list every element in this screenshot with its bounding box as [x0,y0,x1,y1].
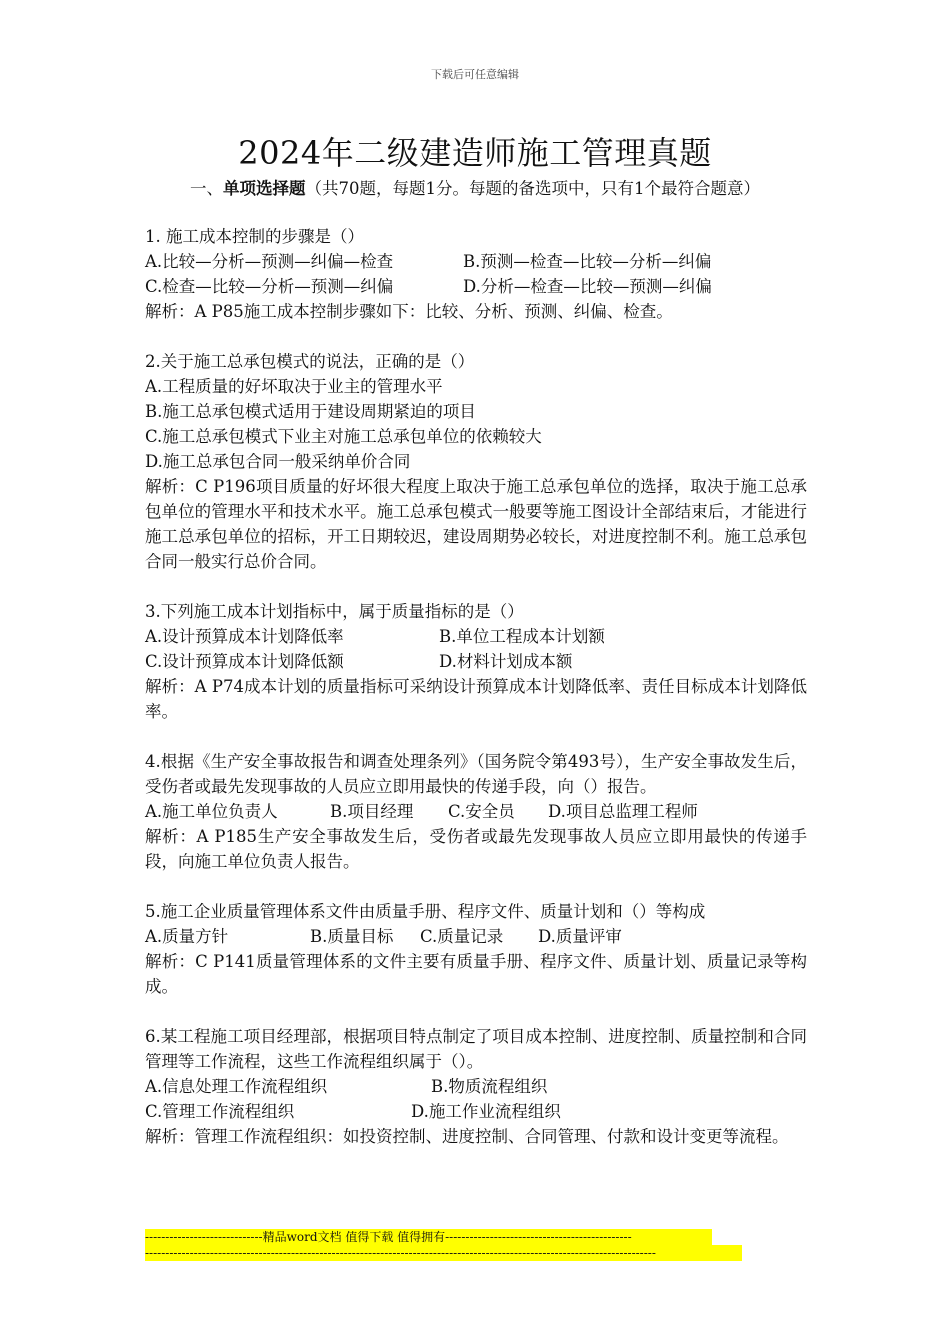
option-a: A.质量方针 [145,927,229,946]
option-a: A.设计预算成本计划降低率 [145,627,344,646]
option-row [145,924,807,949]
option-b: B.单位工程成本计划额 [439,627,605,646]
analysis-text: 解析：C P141质量管理体系的文件主要有质量手册、程序文件、质量计划、质量记录等构成。 [145,952,807,996]
question-stem: 6.某工程施工项目经理部，根据项目特点制定了项目成本控制、进度控制、质量控制和合同管理等工作流程，这些工作流程组织属于（）。 [145,1027,807,1071]
section-prefix: 一、 [190,179,223,198]
option-c: C.质量记录 [420,927,504,946]
section-heading [145,176,805,201]
option-row [145,1099,807,1124]
option-a: A.信息处理工作流程组织 [145,1077,328,1096]
footer-line-1: -----------------------------精品word文档 值得下载 值得拥有---------------------------------------------- [145,1229,712,1245]
option-d: D.项目总监理工程师 [548,802,698,821]
option-a: A.工程质量的好坏取决于业主的管理水平 [145,377,443,396]
footer-banner [145,1229,742,1261]
option-row [145,799,807,824]
analysis-text: 解析：A P185生产安全事故发生后，受伤者或最先发现事故人员应立即用最快的传递手段，向施工单位负责人报告。 [145,827,807,871]
analysis-text: 解析：管理工作流程组织：如投资控制、进度控制、合同管理、付款和设计变更等流程。 [145,1127,789,1146]
question-stem: 1. 施工成本控制的步骤是（） [145,227,364,246]
question-list [145,224,807,1149]
option-d: D.施工总承包合同一般采纳单价合同 [145,452,411,471]
analysis-text: 解析：C P196项目质量的好坏很大程度上取决于施工总承包单位的选择，取决于施工总承包单位的管理水平和技术水平。施工总承包模式一般要等施工图设计全部结束后，才能进行施工总承包单位的招标，开工日期较迟，建设周期势必较长，对进度控制不利。施工总承包合同一般实行总价合同。 [145,477,807,571]
option-c: C.安全员 [448,802,515,821]
question-1 [145,224,807,324]
option-row [145,649,807,674]
option-d: D.质量评审 [538,927,622,946]
option-row [145,274,807,299]
question-3 [145,599,807,724]
section-description: （共70题，每题1分。每题的备选项中，只有1个最符合题意） [305,179,760,198]
option-b: B.质量目标 [310,927,394,946]
option-d: D.分析—检查—比较—预测—纠偏 [463,277,712,296]
question-6 [145,1024,807,1149]
section-bold-title: 单项选择题 [223,179,306,198]
header-note: 下载后可任意编辑 [431,68,519,81]
analysis-text: 解析：A P74成本计划的质量指标可采纳设计预算成本计划降低率、责任目标成本计划降低率。 [145,677,807,721]
question-stem: 2.关于施工总承包模式的说法，正确的是（） [145,352,475,371]
option-b: B.项目经理 [330,802,414,821]
page-title: 2024年二级建造师施工管理真题 [238,134,712,172]
question-5 [145,899,807,999]
analysis-text: 解析：A P85施工成本控制步骤如下：比较、分析、预测、纠偏、检查。 [145,302,673,321]
question-4 [145,749,807,874]
option-row [145,1074,807,1099]
question-stem: 3.下列施工成本计划指标中，属于质量指标的是（） [145,602,524,621]
question-2 [145,349,807,574]
option-c: C.检查—比较—分析—预测—纠偏 [145,277,394,296]
option-d: D.材料计划成本额 [439,652,573,671]
option-c: C.管理工作流程组织 [145,1102,295,1121]
option-row [145,624,807,649]
question-stem: 5.施工企业质量管理体系文件由质量手册、程序文件、质量计划和（）等构成 [145,902,706,921]
option-d: D.施工作业流程组织 [411,1102,561,1121]
option-b: B.施工总承包模式适用于建设周期紧迫的项目 [145,402,476,421]
question-stem: 4.根据《生产安全事故报告和调查处理条列》（国务院令第493号），生产安全事故发生后，受伤者或最先发现事故的人员应立即用最快的传递手段，向（）报告。 [145,752,807,796]
option-c: C.设计预算成本计划降低额 [145,652,344,671]
option-c: C.施工总承包模式下业主对施工总承包单位的依赖较大 [145,427,542,446]
option-a: A.比较—分析—预测—纠偏—检查 [145,252,394,271]
option-row [145,249,807,274]
option-b: B.物质流程组织 [431,1077,548,1096]
option-a: A.施工单位负责人 [145,802,278,821]
footer-line-2: ------------------------------------------------------------------------------------------------------------------------------ [145,1245,742,1261]
option-b: B.预测—检查—比较—分析—纠偏 [463,252,712,271]
